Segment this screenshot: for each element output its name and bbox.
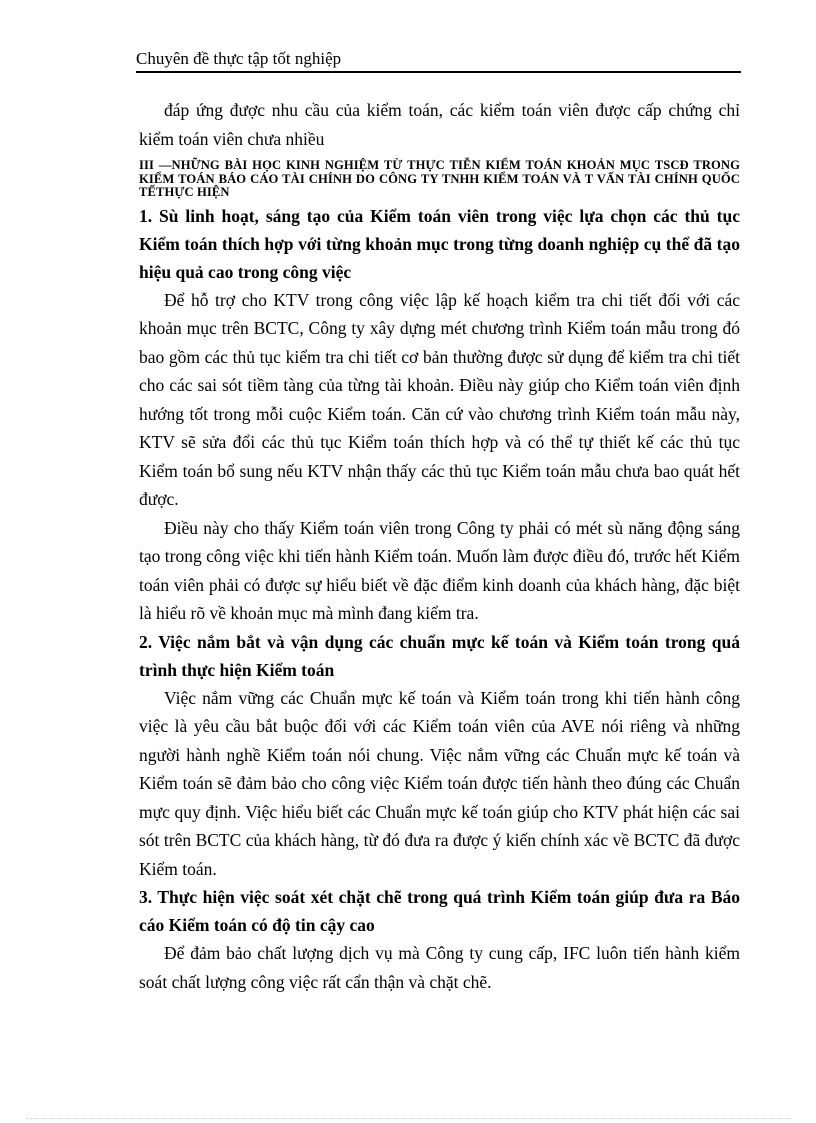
paragraph-continuation: đáp ứng được nhu cầu của kiểm toán, các kiểm toán viên được cấp chứng chỉ kiểm toán viên chưa nhiều <box>139 100 740 149</box>
paragraph-creativity: Điều này cho thấy Kiểm toán viên trong Công ty phải có mét sù năng động sáng tạo trong công việc khi tiến hành Kiểm toán. Muốn làm được điều đó, trước hết Kiểm toán viên phải có được sự hiểu biết về đặc điểm kinh doanh của khách hàng, đặc biệt là hiểu rõ về khoản mục mà mình đang kiểm tra. <box>139 517 740 623</box>
page-header: Chuyên đề thực tập tốt nghiệp <box>136 48 741 73</box>
document-body <box>139 96 740 996</box>
paragraph-quality-control: Để đảm bảo chất lượng dịch vụ mà Công ty cung cấp, IFC luôn tiến hành kiểm soát chất lượng công việc rất cẩn thận và chặt chẽ. <box>139 943 740 992</box>
paragraph-standards: Việc nắm vững các Chuẩn mực kế toán và Kiểm toán trong khi tiến hành công việc là yêu cầu bắt buộc đối với các Kiểm toán viên của AVE nói riêng và những người hành nghề Kiểm toán nói chung. Việc nắm vững các Chuẩn mực kế toán và Kiểm toán sẽ đảm bảo cho công việc Kiểm toán được tiến hành theo đúng các Chuẩn mực quy định. Việc hiểu biết các Chuẩn mực kế toán giúp cho KTV phát hiện các sai sót trên BCTC của khách hàng, từ đó đưa ra được ý kiến chính xác về BCTC đã được Kiểm toán. <box>139 687 740 879</box>
subheading-2: 2. Việc nắm bắt và vận dụng các chuẩn mực kế toán và Kiểm toán trong quá trình thực hiện Kiểm toán <box>139 631 740 680</box>
section-heading-iii: III —NHỮNG BÀI HỌC KINH NGHIỆM TỪ THỰC TIỄN KIỂM TOÁN KHOẢN MỤC TSCĐ TRONG KIỂM TOÁN BÁO CÁO TÀI CHÍNH DO CÔNG TY TNHH KIỂM TOÁN VÀ T VẤN TÀI CHÍNH QUỐC TẾTHỰC HIỆN <box>139 158 740 199</box>
paragraph-audit-program: Để hỗ trợ cho KTV trong công việc lập kế hoạch kiểm tra chi tiết đối với các khoản mục trên BCTC, Công ty xây dựng mét chương trình Kiểm toán mẫu trong đó bao gồm các thủ tục kiểm tra chi tiết cơ bản thường được sử dụng để kiểm tra chi tiết cho các sai sót tiềm tàng của từng tài khoản. Điều này giúp cho Kiểm toán viên định hướng tốt trong mỗi cuộc Kiểm toán. Căn cứ vào chương trình Kiểm toán mẫu này, KTV sẽ sửa đổi các thủ tục Kiểm toán thích hợp và có thể tự thiết kế các thủ tục Kiểm toán bổ sung nếu KTV nhận thấy các thủ tục Kiểm toán mẫu chưa bao quát hết được. <box>139 289 740 509</box>
subheading-3: 3. Thực hiện việc soát xét chặt chẽ trong quá trình Kiểm toán giúp đưa ra Báo cáo Kiểm toán có độ tin cậy cao <box>139 887 740 935</box>
subheading-1: 1. Sù linh hoạt, sáng tạo của Kiểm toán viên trong việc lựa chọn các thủ tục Kiểm toán thích hợp với từng khoản mục trong từng doanh nghiệp cụ thể đã tạo hiệu quả cao trong công việc <box>139 205 740 282</box>
page-bottom-divider <box>26 1118 792 1119</box>
